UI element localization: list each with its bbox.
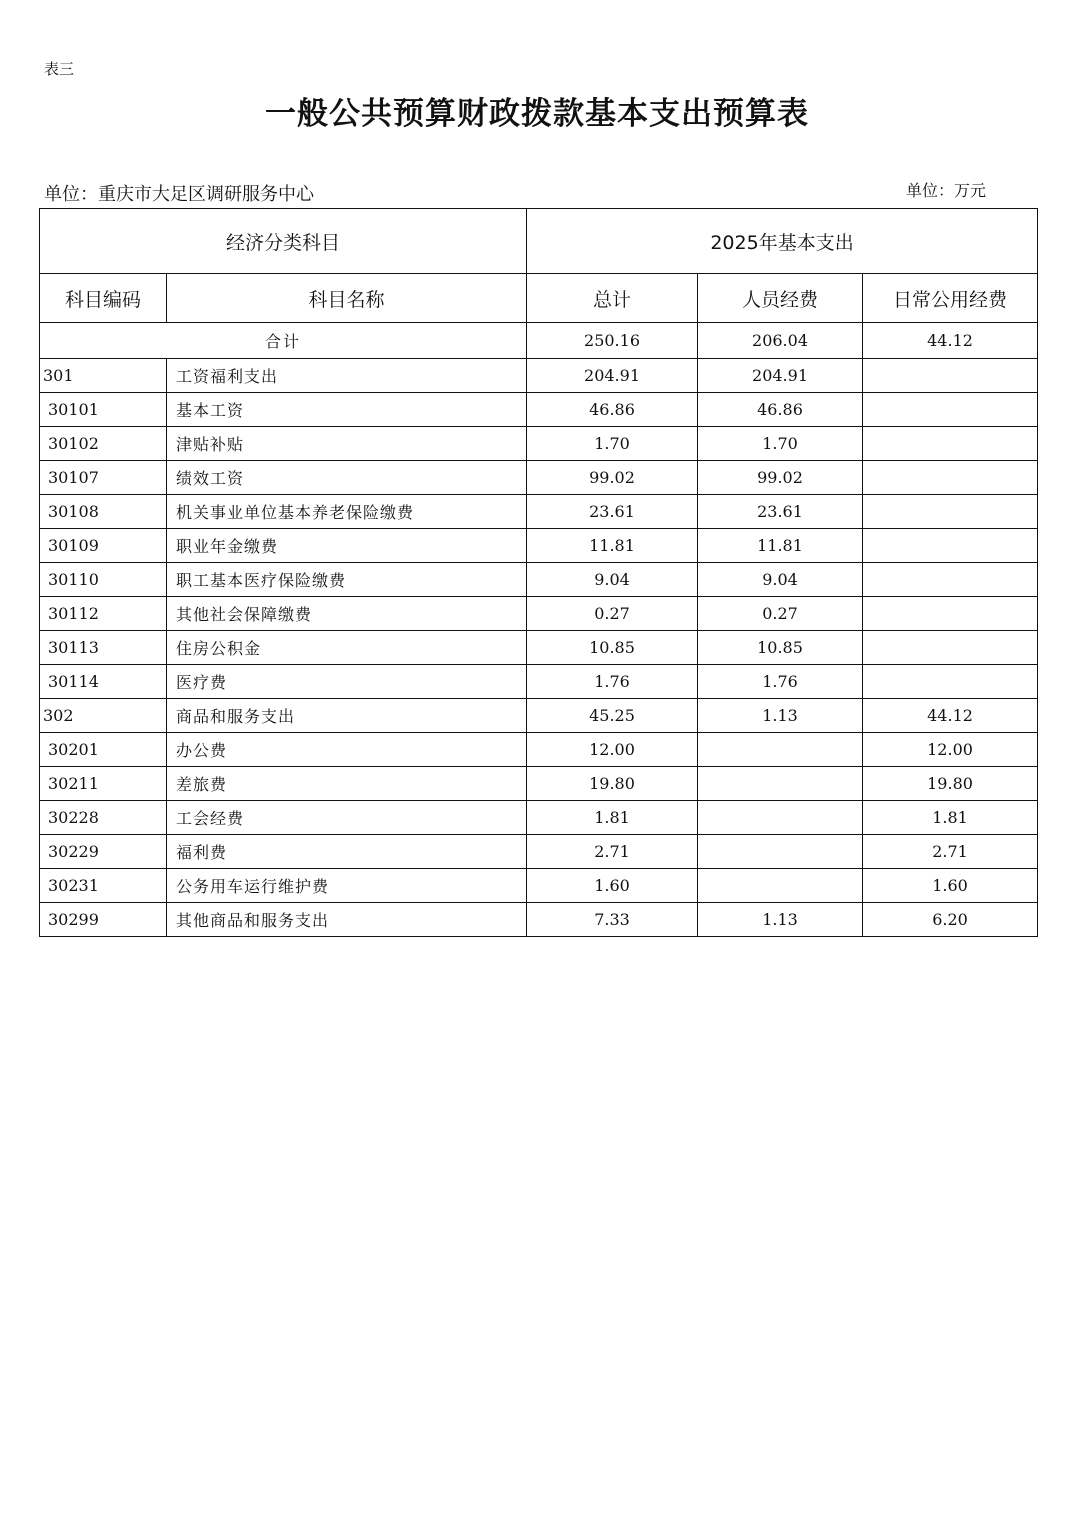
row-public [863, 427, 1038, 461]
row-code: 30228 [40, 801, 167, 835]
row-code: 30102 [40, 427, 167, 461]
row-code: 30114 [40, 665, 167, 699]
row-total: 1.81 [527, 801, 698, 835]
table-label: 表三 [44, 60, 75, 78]
row-name: 其他社会保障缴费 [167, 597, 527, 631]
row-personnel: 9.04 [698, 563, 863, 597]
column-header-total: 总计 [527, 274, 698, 323]
row-name: 商品和服务支出 [167, 699, 527, 733]
row-public: 19.80 [863, 767, 1038, 801]
row-total: 46.86 [527, 393, 698, 427]
row-code: 30229 [40, 835, 167, 869]
row-name: 基本工资 [167, 393, 527, 427]
total-public: 44.12 [863, 323, 1038, 359]
row-code: 30201 [40, 733, 167, 767]
table-row [40, 801, 1038, 835]
table-row [40, 767, 1038, 801]
row-total: 204.91 [527, 359, 698, 393]
table-row [40, 461, 1038, 495]
row-name: 职工基本医疗保险缴费 [167, 563, 527, 597]
header-economic-classification: 经济分类科目 [40, 209, 527, 274]
row-name: 医疗费 [167, 665, 527, 699]
row-name: 津贴补贴 [167, 427, 527, 461]
row-code: 30109 [40, 529, 167, 563]
row-personnel: 1.70 [698, 427, 863, 461]
row-name: 机关事业单位基本养老保险缴费 [167, 495, 527, 529]
row-public: 44.12 [863, 699, 1038, 733]
total-sum: 250.16 [527, 323, 698, 359]
row-personnel: 99.02 [698, 461, 863, 495]
table-row [40, 495, 1038, 529]
row-code: 30112 [40, 597, 167, 631]
table-row [40, 529, 1038, 563]
row-name: 公务用车运行维护费 [167, 869, 527, 903]
row-personnel: 46.86 [698, 393, 863, 427]
row-code: 302 [40, 699, 167, 733]
table-row [40, 733, 1038, 767]
row-total: 9.04 [527, 563, 698, 597]
row-personnel [698, 835, 863, 869]
table-row [40, 427, 1038, 461]
row-total: 19.80 [527, 767, 698, 801]
page-title: 一般公共预算财政拨款基本支出预算表 [265, 96, 809, 132]
row-public [863, 359, 1038, 393]
row-total: 10.85 [527, 631, 698, 665]
total-label: 合计 [40, 323, 527, 359]
table-row [40, 563, 1038, 597]
row-name: 职业年金缴费 [167, 529, 527, 563]
row-total: 1.70 [527, 427, 698, 461]
row-total: 0.27 [527, 597, 698, 631]
row-personnel: 1.13 [698, 699, 863, 733]
table-row [40, 597, 1038, 631]
table-row [40, 903, 1038, 937]
row-code: 30231 [40, 869, 167, 903]
row-personnel: 10.85 [698, 631, 863, 665]
row-code: 30107 [40, 461, 167, 495]
row-public [863, 631, 1038, 665]
row-total: 1.60 [527, 869, 698, 903]
row-code: 301 [40, 359, 167, 393]
row-name: 工资福利支出 [167, 359, 527, 393]
column-header-personnel: 人员经费 [698, 274, 863, 323]
total-personnel: 206.04 [698, 323, 863, 359]
row-name: 绩效工资 [167, 461, 527, 495]
row-personnel: 204.91 [698, 359, 863, 393]
row-name: 住房公积金 [167, 631, 527, 665]
row-total: 23.61 [527, 495, 698, 529]
column-header-name: 科目名称 [167, 274, 527, 323]
row-code: 30108 [40, 495, 167, 529]
row-total: 45.25 [527, 699, 698, 733]
row-public [863, 529, 1038, 563]
row-total: 7.33 [527, 903, 698, 937]
row-total: 12.00 [527, 733, 698, 767]
row-total: 11.81 [527, 529, 698, 563]
row-total: 1.76 [527, 665, 698, 699]
table-row [40, 359, 1038, 393]
table-row [40, 393, 1038, 427]
row-total: 2.71 [527, 835, 698, 869]
row-public: 12.00 [863, 733, 1038, 767]
column-header-code: 科目编码 [40, 274, 167, 323]
row-public [863, 597, 1038, 631]
row-public [863, 563, 1038, 597]
budget-table [39, 208, 1038, 937]
row-name: 福利费 [167, 835, 527, 869]
row-public [863, 495, 1038, 529]
row-personnel [698, 767, 863, 801]
row-personnel: 23.61 [698, 495, 863, 529]
row-code: 30101 [40, 393, 167, 427]
table-row [40, 631, 1038, 665]
row-public: 1.60 [863, 869, 1038, 903]
row-name: 办公费 [167, 733, 527, 767]
table-row [40, 869, 1038, 903]
unit-organization: 单位：重庆市大足区调研服务中心 [44, 184, 314, 205]
row-personnel: 11.81 [698, 529, 863, 563]
row-personnel [698, 801, 863, 835]
row-total: 99.02 [527, 461, 698, 495]
row-name: 其他商品和服务支出 [167, 903, 527, 937]
row-personnel [698, 869, 863, 903]
row-public: 1.81 [863, 801, 1038, 835]
table-row [40, 665, 1038, 699]
row-personnel: 1.13 [698, 903, 863, 937]
table-row [40, 835, 1038, 869]
total-row [40, 323, 1038, 359]
row-name: 差旅费 [167, 767, 527, 801]
header-basic-expenditure: 2025年基本支出 [527, 209, 1038, 274]
unit-currency: 单位：万元 [906, 181, 987, 200]
column-header-public: 日常公用经费 [863, 274, 1038, 323]
row-code: 30211 [40, 767, 167, 801]
table-row [40, 699, 1038, 733]
row-public [863, 461, 1038, 495]
row-public [863, 665, 1038, 699]
row-code: 30110 [40, 563, 167, 597]
row-code: 30113 [40, 631, 167, 665]
row-personnel [698, 733, 863, 767]
row-code: 30299 [40, 903, 167, 937]
row-personnel: 1.76 [698, 665, 863, 699]
row-public: 2.71 [863, 835, 1038, 869]
row-personnel: 0.27 [698, 597, 863, 631]
row-name: 工会经费 [167, 801, 527, 835]
row-public: 6.20 [863, 903, 1038, 937]
row-public [863, 393, 1038, 427]
